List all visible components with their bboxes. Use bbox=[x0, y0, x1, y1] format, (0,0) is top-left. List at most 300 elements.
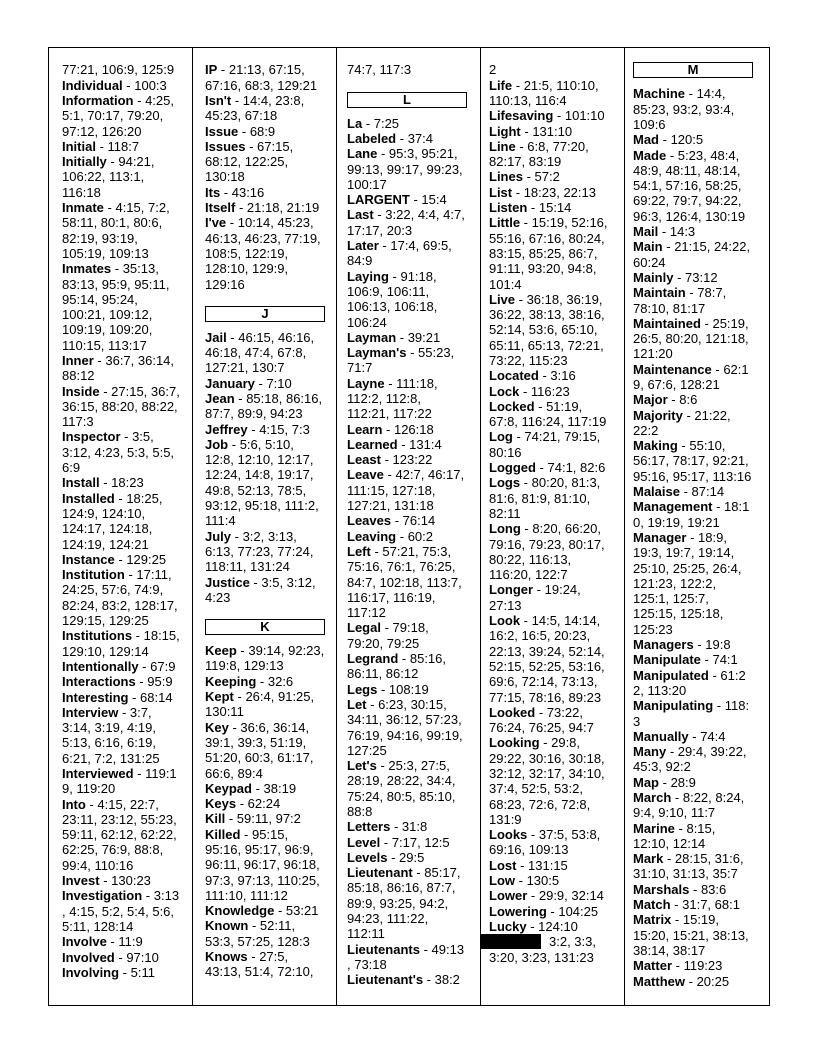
index-entry bbox=[489, 521, 608, 582]
entry-separator: - bbox=[659, 132, 671, 148]
index-column bbox=[489, 62, 608, 965]
index-entry bbox=[489, 124, 608, 139]
index-term: Manually bbox=[633, 728, 689, 744]
entry-separator: - bbox=[99, 383, 112, 399]
index-entry bbox=[205, 215, 325, 291]
index-entry bbox=[205, 124, 325, 139]
index-entry bbox=[633, 775, 753, 790]
index-entry bbox=[633, 652, 753, 667]
entry-continuation-line bbox=[347, 605, 467, 620]
index-term: Match bbox=[633, 897, 671, 913]
page-references: 111:15, 127:18, bbox=[347, 482, 436, 498]
page-references: 65:11, 65:13, 72:21, bbox=[489, 337, 604, 353]
index-entry bbox=[205, 422, 325, 437]
page-references: 39:21 bbox=[407, 329, 441, 345]
entry-first-line bbox=[62, 261, 180, 276]
index-term: Keypad bbox=[205, 780, 252, 796]
page-references: 12:8, 12:10, 12:17, bbox=[205, 452, 314, 468]
entry-first-line bbox=[489, 429, 608, 444]
entry-separator: - bbox=[700, 652, 713, 668]
entry-first-line bbox=[205, 93, 325, 108]
entry-separator: - bbox=[538, 368, 551, 384]
index-entry bbox=[633, 362, 753, 393]
entry-continuation-line bbox=[205, 78, 325, 93]
entry-continuation-line bbox=[489, 552, 608, 567]
page-references: 7:25 bbox=[373, 115, 400, 131]
entry-first-line bbox=[633, 790, 753, 805]
page-references: 91:18, bbox=[400, 268, 437, 284]
index-entry bbox=[205, 643, 325, 674]
index-entry bbox=[62, 888, 180, 934]
entry-first-line bbox=[633, 499, 753, 514]
entry-continuation-line bbox=[489, 537, 608, 552]
index-entry bbox=[62, 766, 180, 797]
page-references: 18:9, bbox=[698, 529, 727, 545]
entry-first-line bbox=[347, 330, 467, 345]
index-term: Inner bbox=[62, 352, 94, 368]
index-entry bbox=[633, 530, 753, 637]
entry-separator: - bbox=[658, 224, 670, 240]
index-term: Many bbox=[633, 744, 667, 760]
index-term: Locked bbox=[489, 398, 535, 414]
entry-first-line bbox=[489, 613, 608, 628]
page-references: 5:13, 6:16, 6:19, bbox=[62, 735, 156, 751]
entry-first-line bbox=[347, 529, 467, 544]
index-term: Leaving bbox=[347, 528, 397, 544]
index-entry bbox=[347, 192, 467, 207]
index-term: Inside bbox=[62, 383, 100, 399]
index-entry bbox=[347, 269, 467, 330]
page-references: 51:20, 60:3, 61:17, bbox=[205, 750, 314, 766]
entry-continuation-line bbox=[62, 521, 180, 536]
page-references: 9:4, 9:10, 11:7 bbox=[633, 805, 716, 821]
index-entry bbox=[205, 720, 325, 781]
index-term: Lieutenant's bbox=[347, 972, 424, 988]
page-references: 95:16, 95:17, 96:9, bbox=[205, 842, 314, 857]
page-references: 60:2 bbox=[407, 528, 433, 544]
index-column bbox=[205, 62, 325, 979]
entry-continuation-line bbox=[489, 950, 608, 965]
page-references: 38:14, 38:17 bbox=[633, 942, 706, 958]
entry-separator: - bbox=[124, 567, 137, 583]
page-references: 17:4, 69:5, bbox=[390, 238, 452, 254]
index-term: Lower bbox=[489, 888, 528, 904]
entry-continuation-line bbox=[62, 108, 180, 123]
page-references: 77:15, 78:16, 89:23 bbox=[489, 689, 602, 705]
index-entry bbox=[205, 185, 325, 200]
page-references: 27:5, bbox=[259, 949, 289, 965]
entry-continuation-line bbox=[633, 561, 753, 576]
entry-first-line bbox=[633, 362, 753, 377]
entry-first-line bbox=[633, 851, 753, 866]
index-term: Into bbox=[62, 796, 86, 812]
page-references: 12:24, 14:8, 19:17, bbox=[205, 467, 314, 483]
page-references: 119:8, 129:13 bbox=[205, 658, 284, 674]
page-references: 82:17, 83:19 bbox=[489, 154, 562, 170]
page-references: 96:11, 96:17, 96:18, bbox=[205, 857, 320, 873]
entry-separator: - bbox=[376, 758, 389, 774]
entry-first-line bbox=[347, 544, 467, 559]
entry-first-line bbox=[489, 873, 608, 888]
page-references: 15:19, 52:16, bbox=[531, 215, 608, 231]
page-references: 80:22, 116:13, bbox=[489, 551, 572, 567]
entry-separator: - bbox=[380, 452, 393, 468]
entry-first-line bbox=[347, 942, 467, 957]
letter-section-header: J bbox=[205, 306, 325, 322]
page-references: 46:13, 46:23, 77:19, bbox=[205, 230, 321, 246]
page-references: 118:7 bbox=[107, 138, 140, 154]
entry-separator: - bbox=[398, 651, 410, 667]
entry-separator: - bbox=[106, 154, 119, 170]
page-references: 21:15, 24:22, bbox=[674, 239, 751, 255]
page-references: 85:18, 86:16, 87:7, bbox=[347, 880, 456, 896]
index-entry bbox=[347, 345, 467, 376]
entry-continuation-line bbox=[347, 299, 467, 314]
page-references: 125:1, 125:7, bbox=[633, 591, 709, 607]
page-references: 45:23, 67:18 bbox=[205, 108, 278, 124]
page-references: 38:19 bbox=[263, 780, 297, 796]
index-entry bbox=[347, 146, 467, 192]
entry-first-line bbox=[489, 904, 608, 919]
entry-first-line bbox=[633, 744, 753, 759]
index-entry bbox=[347, 651, 467, 682]
page-references: 131:9 bbox=[489, 811, 522, 827]
page-references: 68:14 bbox=[140, 689, 173, 705]
entry-continuation-line bbox=[205, 231, 325, 246]
entry-separator: - bbox=[673, 269, 686, 285]
index-entry bbox=[633, 821, 753, 852]
entry-separator: - bbox=[380, 620, 393, 636]
entry-first-line bbox=[62, 934, 180, 949]
page-references: 80:16 bbox=[489, 444, 522, 460]
entry-first-line bbox=[633, 530, 753, 545]
page-references: 4:15, 7:3 bbox=[259, 421, 310, 437]
index-term: Legal bbox=[347, 620, 381, 636]
page-references: 78:7, bbox=[697, 285, 727, 301]
entry-continuation-line bbox=[347, 804, 467, 819]
entry-separator: - bbox=[546, 903, 559, 919]
entry-continuation-line bbox=[62, 812, 180, 827]
index-entry bbox=[62, 628, 180, 659]
entry-continuation-line bbox=[489, 781, 608, 796]
redaction-box bbox=[481, 934, 541, 949]
page-references: 18:23 bbox=[111, 475, 144, 491]
entry-first-line bbox=[205, 139, 325, 154]
index-term: Layman bbox=[347, 329, 397, 345]
entry-continuation-line bbox=[347, 590, 467, 605]
index-entry bbox=[489, 368, 608, 383]
entry-separator: - bbox=[387, 849, 400, 865]
entry-separator: - bbox=[553, 108, 565, 124]
index-term: Known bbox=[205, 918, 249, 934]
index-entry bbox=[633, 729, 753, 744]
entry-separator: - bbox=[220, 184, 232, 200]
index-entry bbox=[62, 353, 180, 384]
index-term: Involve bbox=[62, 934, 107, 950]
entry-continuation-line bbox=[347, 253, 467, 268]
page-references: 3:12, 4:23, 5:3, 5:5, bbox=[62, 444, 175, 460]
index-term: Listen bbox=[489, 200, 528, 216]
index-entry bbox=[62, 965, 180, 980]
page-references: 15:20, 15:21, 38:13, bbox=[633, 927, 749, 943]
entry-first-line bbox=[62, 475, 180, 490]
entry-continuation-line bbox=[205, 934, 325, 949]
page-references: 100:17 bbox=[347, 176, 387, 192]
page-references: 4:25, bbox=[145, 92, 174, 108]
entry-separator: - bbox=[383, 467, 396, 483]
index-term: Looks bbox=[489, 827, 528, 843]
index-term: Live bbox=[489, 291, 516, 307]
entry-separator: - bbox=[226, 329, 239, 345]
index-entry bbox=[633, 912, 753, 958]
page-references: 7:10 bbox=[266, 375, 292, 391]
index-term: Light bbox=[489, 123, 521, 139]
entry-continuation-line bbox=[205, 169, 325, 184]
entry-separator: - bbox=[114, 949, 127, 965]
entry-continuation-line bbox=[205, 498, 325, 513]
entry-first-line bbox=[205, 330, 325, 345]
entry-first-line bbox=[347, 146, 467, 161]
entry-continuation-line bbox=[347, 559, 467, 574]
index-term: Mail bbox=[633, 224, 659, 240]
entry-separator: - bbox=[689, 881, 701, 897]
entry-first-line bbox=[633, 285, 753, 300]
entry-continuation-line bbox=[62, 277, 180, 292]
page-references: 62:1 bbox=[723, 361, 749, 377]
page-references: 8:6 bbox=[679, 392, 698, 408]
entry-continuation-line bbox=[347, 391, 467, 406]
index-term: Layman's bbox=[347, 345, 407, 361]
entry-separator: - bbox=[233, 689, 246, 705]
index-entry bbox=[205, 918, 325, 949]
page-references: 60:24 bbox=[633, 254, 666, 270]
page-references: 75:24, 80:5, 85:10, bbox=[347, 788, 456, 804]
page-references: 74:7, 117:3 bbox=[347, 62, 412, 78]
entry-separator: - bbox=[396, 329, 408, 345]
index-entry bbox=[205, 437, 325, 529]
page-references: 67:8, 116:24, 117:19 bbox=[489, 414, 607, 430]
index-term: Itself bbox=[205, 200, 236, 216]
page-references: 46:18, 47:4, 67:8, bbox=[205, 345, 307, 361]
entry-continuation-line bbox=[347, 360, 467, 375]
index-entry bbox=[633, 148, 753, 224]
entry-separator: - bbox=[228, 719, 241, 735]
index-term: Keep bbox=[205, 643, 237, 659]
entry-separator: - bbox=[119, 964, 131, 980]
entry-continuation-line bbox=[347, 957, 467, 972]
entry-continuation-line bbox=[205, 766, 325, 781]
entry-first-line bbox=[489, 475, 608, 490]
entry-separator: - bbox=[396, 528, 408, 544]
page-references: 95:3, 95:21, bbox=[388, 146, 458, 162]
page-references: 4:15, 22:7, bbox=[97, 796, 159, 812]
entry-continuation-line bbox=[489, 644, 608, 659]
entry-first-line bbox=[347, 269, 467, 284]
entry-continuation-line bbox=[205, 544, 325, 559]
entry-first-line bbox=[205, 949, 325, 964]
index-term: La bbox=[347, 115, 363, 131]
entry-first-line bbox=[62, 873, 180, 888]
page-references: 129:25 bbox=[126, 551, 167, 567]
entry-first-line bbox=[205, 720, 325, 735]
continued-entry bbox=[347, 62, 467, 77]
entry-continuation-line bbox=[205, 406, 325, 421]
index-term: Issues bbox=[205, 138, 246, 154]
index-entry bbox=[62, 384, 180, 430]
page-references: 11:9 bbox=[118, 934, 143, 950]
page-references: 74:1, 82:6 bbox=[547, 460, 606, 476]
page-references: 18:15, bbox=[143, 628, 180, 644]
index-term: Mark bbox=[633, 851, 664, 867]
page-references: 37:5, 53:8, bbox=[538, 827, 601, 843]
entry-first-line bbox=[347, 467, 467, 482]
page-references: 85:17, bbox=[424, 865, 461, 881]
index-term: Lieutenant bbox=[347, 865, 413, 881]
entry-continuation-line bbox=[62, 582, 180, 597]
entry-continuation-line bbox=[205, 704, 325, 719]
page-references: 26:4, 91:25, bbox=[245, 689, 315, 705]
index-term: Looking bbox=[489, 735, 540, 751]
index-term: Layne bbox=[347, 375, 385, 391]
entry-continuation-line bbox=[489, 690, 608, 705]
page-references: 120:5 bbox=[670, 132, 704, 148]
page-references: 106:13, 106:18, bbox=[347, 299, 438, 315]
page-references: 111:10, 111:12 bbox=[205, 887, 288, 903]
page-references: 94:23, 111:22, bbox=[347, 911, 429, 927]
page-references: 131:15 bbox=[528, 857, 568, 873]
entry-first-line bbox=[633, 148, 753, 163]
page-references: 10:14, 45:23, bbox=[237, 215, 314, 231]
page-references: 8:15, bbox=[686, 820, 716, 836]
entry-separator: - bbox=[138, 658, 151, 674]
index-term: Jail bbox=[205, 329, 227, 345]
entry-separator: - bbox=[672, 958, 684, 974]
index-entry bbox=[62, 154, 180, 200]
index-entry bbox=[205, 811, 325, 826]
entry-separator: - bbox=[671, 790, 683, 805]
page-references: 32:12, 32:17, 34:10, bbox=[489, 766, 605, 781]
page-references: 3:20, 3:23, 131:23 bbox=[489, 949, 594, 965]
entry-first-line bbox=[489, 108, 608, 123]
page-references: 59:11, 62:12, 62:22, bbox=[62, 827, 177, 843]
index-term: Later bbox=[347, 238, 379, 254]
index-term: List bbox=[489, 184, 513, 200]
page-references: 39:1, 39:3, 51:19, bbox=[205, 734, 307, 750]
index-term: Lifesaving bbox=[489, 108, 554, 124]
entry-continuation-line bbox=[633, 714, 753, 729]
page-references: 95:14, 95:24, bbox=[62, 291, 138, 307]
index-entry bbox=[347, 529, 467, 544]
entry-separator: - bbox=[412, 865, 425, 881]
index-entry bbox=[347, 819, 467, 834]
index-term: Lock bbox=[489, 383, 520, 399]
entry-continuation-line bbox=[489, 751, 608, 766]
page-references: 39:14, 92:23, bbox=[248, 643, 325, 659]
entry-continuation-line bbox=[205, 559, 325, 574]
index-term: Jean bbox=[205, 390, 235, 406]
entry-separator: - bbox=[114, 551, 127, 567]
index-term: Justice bbox=[205, 574, 250, 590]
index-entry bbox=[633, 882, 753, 897]
entry-separator: - bbox=[713, 698, 725, 714]
entry-separator: - bbox=[249, 574, 262, 590]
entry-separator: - bbox=[236, 643, 249, 659]
page-references: 4:15, 7:2, bbox=[115, 200, 170, 216]
page-references: 74:1 bbox=[712, 652, 738, 668]
entry-first-line bbox=[62, 766, 180, 781]
entry-first-line bbox=[489, 521, 608, 536]
entry-separator: - bbox=[527, 888, 539, 904]
entry-separator: - bbox=[370, 543, 383, 559]
page-references: 46:15, 46:16, bbox=[238, 329, 315, 345]
index-term: Instance bbox=[62, 551, 115, 567]
page-references: 21:22, bbox=[694, 407, 731, 423]
entry-first-line bbox=[489, 858, 608, 873]
entry-continuation-line bbox=[205, 452, 325, 467]
entry-continuation-line bbox=[633, 622, 753, 637]
entry-continuation-line bbox=[633, 683, 753, 698]
entry-continuation-line bbox=[205, 467, 325, 482]
entry-separator: - bbox=[534, 398, 547, 414]
entry-separator: - bbox=[667, 392, 680, 408]
index-term: Level bbox=[347, 834, 381, 850]
entry-first-line bbox=[633, 270, 753, 285]
index-entry bbox=[62, 567, 180, 628]
entry-separator: - bbox=[700, 315, 713, 331]
entry-continuation-line bbox=[62, 919, 180, 934]
entry-separator: - bbox=[217, 62, 229, 78]
index-entry bbox=[633, 851, 753, 882]
entry-continuation-line bbox=[62, 613, 180, 628]
entry-separator: - bbox=[662, 239, 675, 255]
index-entry bbox=[489, 705, 608, 736]
index-term: Jeffrey bbox=[205, 421, 248, 437]
page-references: 73:12 bbox=[685, 269, 718, 285]
entry-first-line bbox=[347, 513, 467, 528]
entry-separator: - bbox=[686, 529, 699, 545]
index-term: Manipulating bbox=[633, 698, 714, 714]
entry-separator: - bbox=[535, 704, 547, 720]
index-term: Leave bbox=[347, 467, 384, 483]
index-entry bbox=[347, 131, 467, 146]
entry-continuation-line bbox=[62, 644, 180, 659]
index-term: Its bbox=[205, 184, 221, 200]
index-entry bbox=[205, 575, 325, 606]
entry-first-line bbox=[489, 169, 608, 184]
page-references: 119:23 bbox=[683, 958, 723, 974]
page-references: 62:24 bbox=[247, 796, 281, 812]
index-term: Interview bbox=[62, 704, 119, 720]
page-references: 19:3, 19:7, 19:14, bbox=[633, 545, 735, 561]
entry-continuation-line bbox=[62, 322, 180, 337]
entry-continuation-line bbox=[489, 277, 608, 292]
index-term: Isn't bbox=[205, 92, 232, 108]
entry-separator: - bbox=[520, 215, 532, 231]
index-entry bbox=[347, 758, 467, 819]
entry-continuation-line bbox=[62, 827, 180, 842]
page-references: 22:13, 39:24, 52:14, bbox=[489, 643, 605, 659]
entry-separator: - bbox=[254, 375, 267, 391]
entry-continuation-line bbox=[633, 193, 753, 208]
entry-first-line bbox=[62, 628, 180, 643]
page-references: 91:11, 93:20, 94:8, bbox=[489, 261, 597, 277]
page-references: 110:15, 113:17 bbox=[62, 337, 147, 353]
entry-first-line bbox=[205, 422, 325, 437]
page-references: 23:11, 23:12, 55:23, bbox=[62, 811, 177, 827]
continued-entry bbox=[62, 62, 180, 77]
page-references: 126:18 bbox=[393, 421, 434, 437]
entry-continuation-line bbox=[489, 307, 608, 322]
